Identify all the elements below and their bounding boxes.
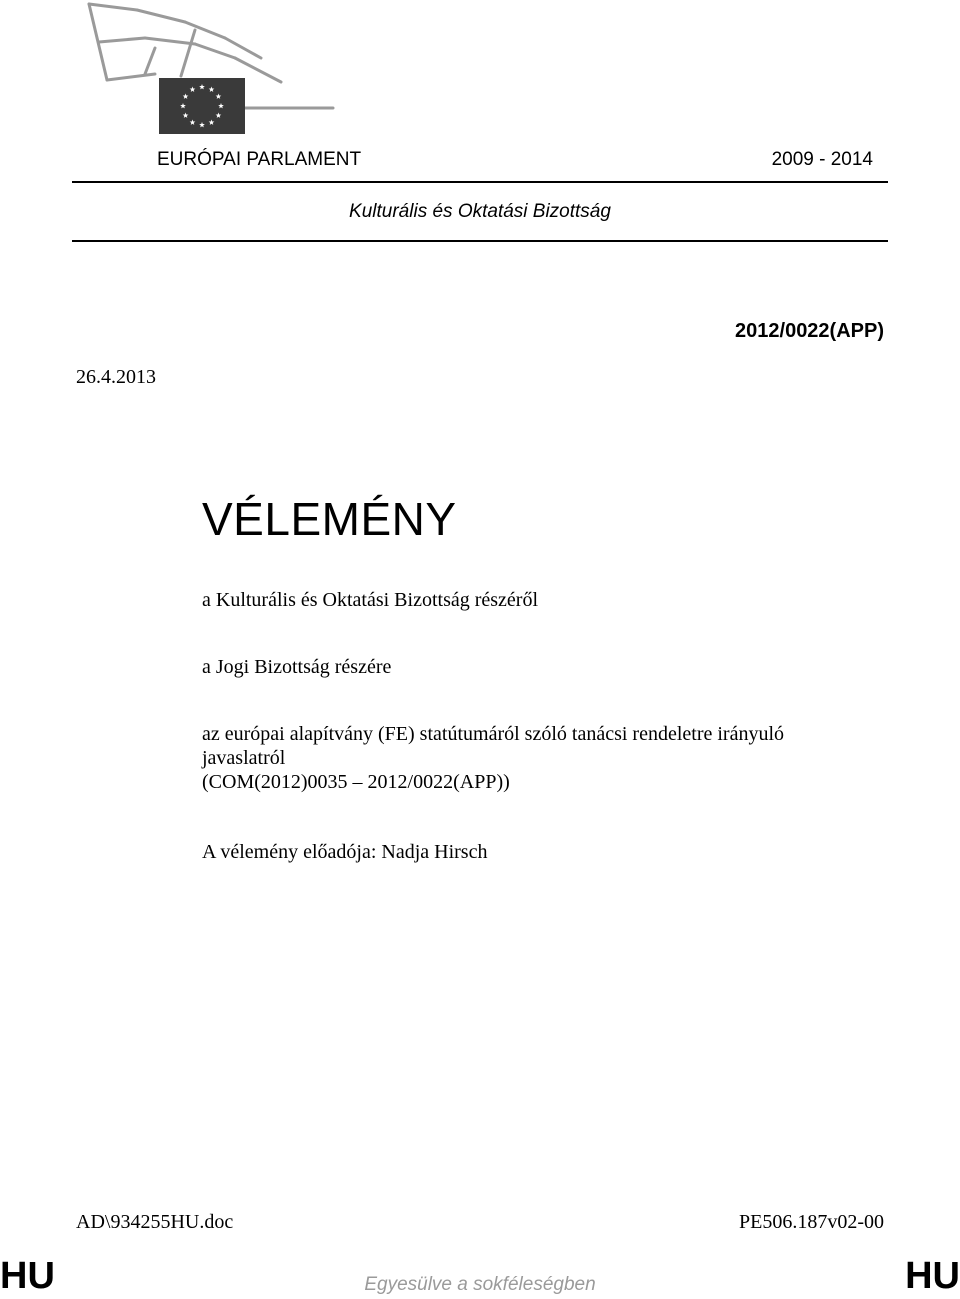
header-rule-bottom	[72, 240, 888, 242]
to-committee-line: a Jogi Bizottság részére	[202, 656, 392, 678]
from-committee-line: a Kulturális és Oktatási Bizottság részéről	[202, 589, 539, 611]
subject-line: (COM(2012)0035 – 2012/0022(APP))	[202, 771, 510, 793]
document-title: VÉLEMÉNY	[202, 493, 457, 545]
subject-line: az európai alapítvány (FE) statútumáról szóló tanácsi rendeletre irányuló	[202, 723, 785, 745]
european-parliament-logo-icon	[85, 0, 335, 140]
document-date: 26.4.2013	[76, 366, 156, 388]
language-code-right: HU	[905, 1255, 960, 1297]
header-rule-top	[72, 181, 888, 183]
document-reference: AD\934255HU.doc	[76, 1211, 234, 1233]
eu-motto: Egyesülve a sokféleségben	[364, 1274, 596, 1295]
institution-name: EURÓPAI PARLAMENT	[157, 149, 362, 170]
procedure-number: 2012/0022(APP)	[735, 320, 884, 342]
language-code-left: HU	[0, 1255, 55, 1297]
parliamentary-term: 2009 - 2014	[771, 149, 873, 170]
rapporteur-line: A vélemény előadója: Nadja Hirsch	[202, 841, 488, 863]
subject-block	[202, 722, 902, 794]
subject-line: javaslatról	[202, 747, 286, 769]
pe-reference: PE506.187v02-00	[739, 1211, 884, 1233]
committee-name: Kulturális és Oktatási Bizottság	[349, 201, 611, 222]
